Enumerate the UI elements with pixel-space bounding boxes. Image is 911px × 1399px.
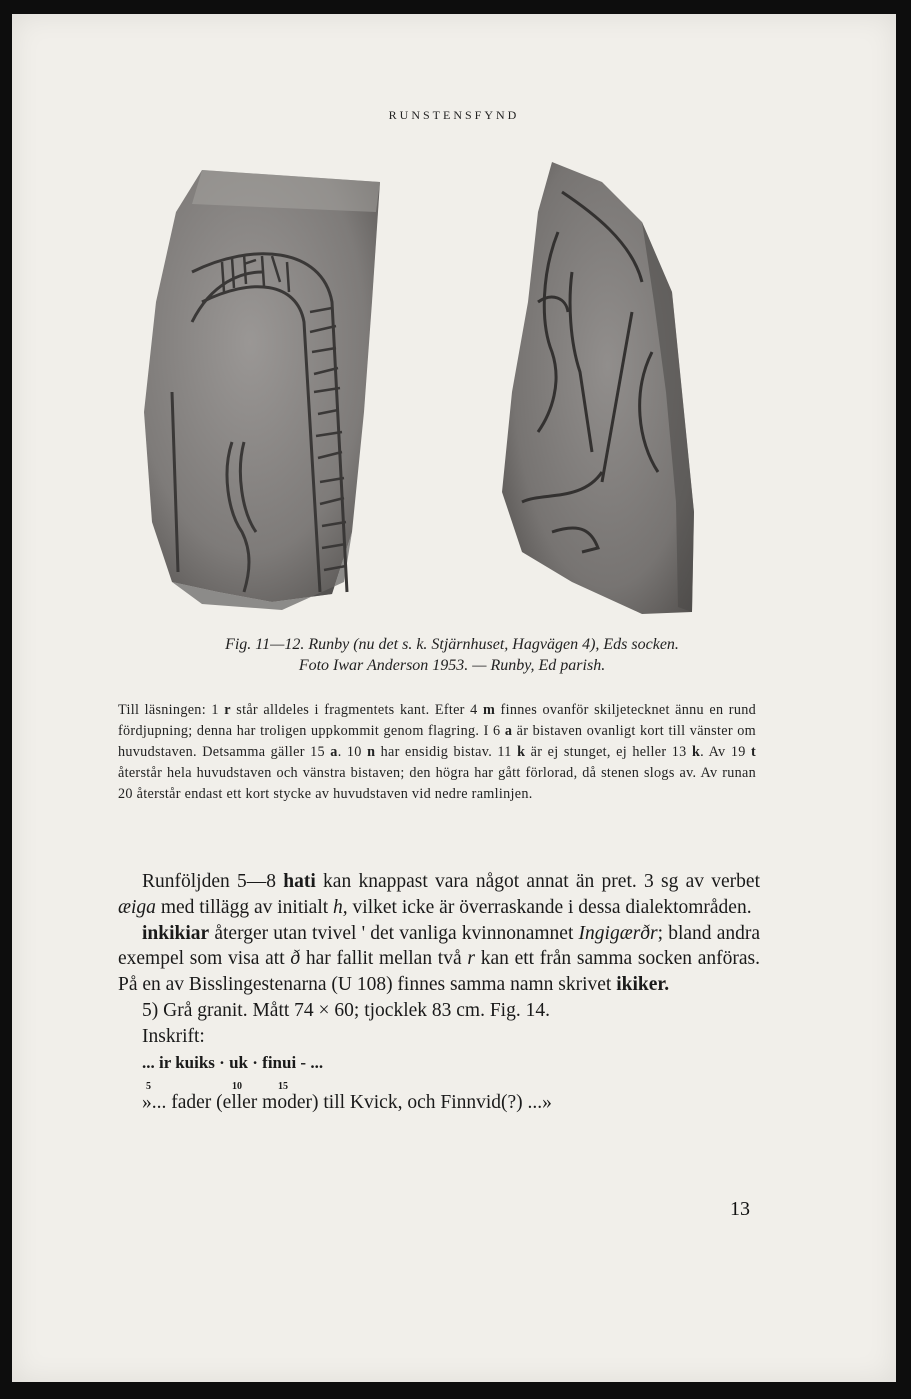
reading-note-paragraph: Till läsningen: 1 r står alldeles i fragmentets kant. Efter 4 m finnes ovanför skiljetecknet ännu en rund fördjupning; denna har troligen uppkommit genom flagring. I 6 a är bistaven ovanligt kort till vänster om huvudstaven. Detsamma gäller 15 a. 10 n har ensidig bistav. 11 k är ej stunget, ej heller 13 k. Av 19 t återstår hela huvudstaven och vänstra bistaven; den högra har gått förlorad, då stenen slogs av. Av runan 20 återstår endast ett kort stycke av huvudstaven vid nedre ramlinjen. bbox=[118, 702, 757, 802]
page-number: 13 bbox=[730, 1198, 750, 1220]
body-text bbox=[118, 869, 760, 1115]
rune-number-10: 10 bbox=[232, 1080, 242, 1092]
rune-number-5: 5 bbox=[146, 1080, 151, 1092]
paragraph-inkikiar: inkikiar återger utan tvivel ' det vanliga kvinnonamnet Ingigærðr; bland andra exempel som visa att ð har fallit mellan två r kan ett från samma socken anföras. På en av Bisslingestenarna (U 108) finnes samma namn skrivet ikiker. bbox=[118, 922, 761, 996]
paragraph-inskrift: Inskrift: bbox=[142, 1025, 205, 1047]
inscription-runes: ... ir kuiks · uk · finui - ... bbox=[142, 1052, 324, 1072]
inscription bbox=[142, 1050, 760, 1098]
figure-caption bbox=[142, 634, 762, 676]
photo-fig-12-stone-fragment bbox=[482, 152, 712, 632]
photo-fig-11-stone-fragment bbox=[132, 152, 382, 622]
running-head: RUNSTENSFYND bbox=[388, 108, 520, 122]
inscription-rune-numbers bbox=[142, 1074, 442, 1092]
rune-number-15: 15 bbox=[278, 1080, 288, 1092]
paragraph-runfoljden: Runföljden 5—8 hati kan knappast vara något annat än pret. 3 sg av verbet æiga med tillägg av initialt h, vilket icke är överraskande i dessa dialektområden. bbox=[118, 871, 760, 918]
translation: »... fader (eller moder) till Kvick, och Finnvid(?) ...» bbox=[142, 1091, 552, 1113]
caption-line-2: Foto Iwar Anderson 1953. — Runby, Ed parish. bbox=[298, 657, 606, 674]
paragraph-stone-5: 5) Grå granit. Mått 74 × 60; tjocklek 83 cm. Fig. 14. bbox=[142, 999, 550, 1021]
caption-line-1: Fig. 11—12. Runby (nu det s. k. Stjärnhuset, Hagvägen 4), Eds socken. bbox=[225, 636, 679, 653]
book-page bbox=[12, 14, 896, 1382]
reading-note bbox=[118, 700, 756, 805]
